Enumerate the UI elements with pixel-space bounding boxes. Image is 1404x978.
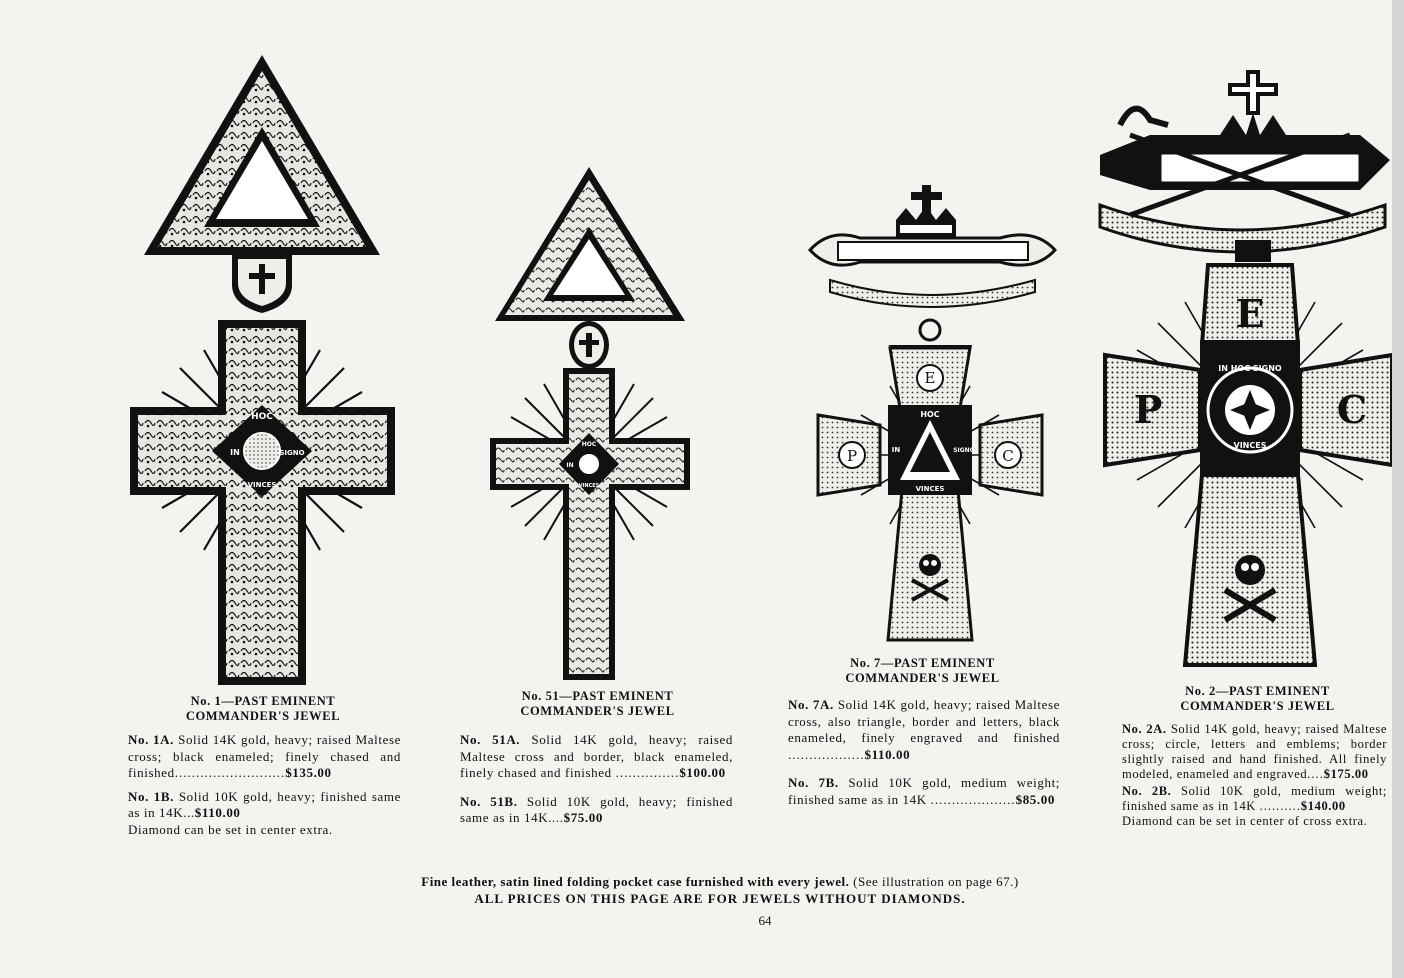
jewel-2-letter-c: C <box>1336 387 1368 432</box>
jewel-51-illustration <box>485 155 710 680</box>
jewel-7-letter-p: P <box>846 447 858 465</box>
jewel-1-letter-in: IN <box>230 448 240 457</box>
jewel-2-letter-e: E <box>1235 291 1265 336</box>
jewel-2a-entry: No. 2A. Solid 14K gold, heavy; raised Maltese cross; circle, letters and emblems; border slightly raised and hand finished. All finely modeled, enameled and engraved....$175.00 <box>1122 722 1387 781</box>
page-binding-shadow <box>1392 0 1404 978</box>
jewel-2-letter-p: P <box>1133 387 1163 432</box>
jewel-2-description <box>1122 722 1387 836</box>
jewel-1-letter-signo: SIGNO <box>279 449 305 457</box>
jewel-7-letter-vinces: VINCES <box>915 485 945 493</box>
jewel-1a-entry: No. 1A. Solid 14K gold, heavy; raised Maltese cross; black enameled; finely chased and finished..........................$135.00 <box>128 732 401 780</box>
jewel-7-letter-hoc: HOC <box>920 410 940 419</box>
jewel-51b-entry: No. 51B. Solid 10K gold, heavy; finished same as in 14K....$75.00 <box>460 793 734 825</box>
page-number: 64 <box>758 913 772 928</box>
jewel-51a-entry: No. 51A. Solid 14K gold, heavy; raised Maltese cross and border, black enameled, finely chased and finished ...............$100.00 <box>460 732 733 780</box>
jewel-51-letter-in: IN <box>566 462 574 469</box>
jewel-2-title: No. 2—PAST EMINENT COMMANDER'S JEWEL <box>1180 684 1335 713</box>
jewel-7-description <box>788 697 1060 815</box>
jewel-1-letter-vinces: VINCES <box>247 481 277 489</box>
jewel-51-title: No. 51—PAST EMINENT COMMANDER'S JEWEL <box>520 689 675 718</box>
page-footer-note: Fine leather, satin lined folding pocket case furnished with every jewel. (See illustration on page 67.) ALL PRICES ON THIS PAGE ARE FOR JEWELS WITHOUT DIAMONDS. <box>280 873 1160 907</box>
jewel-1b-entry: No. 1B. Solid 10K gold, heavy; finished same as in 14K...$110.00 Diamond can be set in center extra. <box>128 788 401 837</box>
jewel-1-title: No. 1—PAST EMINENT COMMANDER'S JEWEL <box>185 694 341 723</box>
jewel-2-letter-in-hoc-signo: IN HOC SIGNO <box>1218 364 1282 373</box>
jewel-1-letter-hoc: HOC <box>251 412 273 422</box>
jewel-51-description <box>460 732 733 834</box>
jewel-51-letter-hoc: HOC <box>581 441 597 448</box>
footer-diamond-notice: ALL PRICES ON THIS PAGE ARE FOR JEWELS WITHOUT DIAMONDS. <box>474 891 966 906</box>
jewel-7-letter-in: IN <box>891 446 901 454</box>
jewel-7-letter-e: E <box>924 369 936 387</box>
jewel-2b-entry: No. 2B. Solid 10K gold, medium weight; finished same as in 14K ..........$140.00 Diamond can be set in center of cross extra. <box>1122 784 1387 828</box>
jewel-2-letter-vinces: VINCES <box>1233 441 1267 450</box>
jewel-7-title: No. 7—PAST EMINENT COMMANDER'S JEWEL <box>845 656 1000 685</box>
jewel-1-description <box>128 732 401 845</box>
jewel-7-illustration <box>800 180 1065 655</box>
jewel-2-illustration <box>1090 65 1392 685</box>
jewel-7a-entry: No. 7A. Solid 14K gold, heavy; raised Maltese cross, also triangle, border and letters, black enameled, finely engraved and finished ..................$110.00 <box>788 697 1060 762</box>
jewel-51-letter-vinces: VINCES <box>578 483 600 489</box>
jewel-7-letter-signo: SIGNO <box>953 447 975 454</box>
jewel-7b-entry: No. 7B. Solid 10K gold, medium weight; finished same as in 14K ....................$85.00 <box>788 775 1060 807</box>
jewel-1-illustration <box>120 45 405 685</box>
jewel-7-letter-c: C <box>1002 447 1014 465</box>
